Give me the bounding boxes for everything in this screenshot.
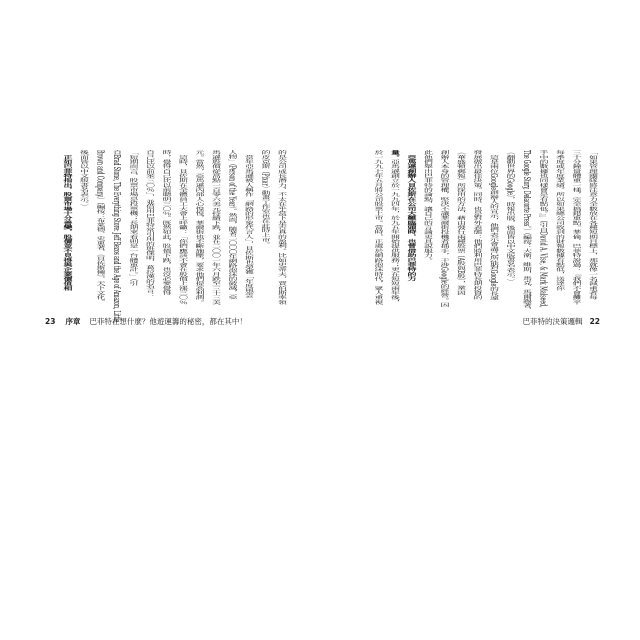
left-page-column-6: 元。當然，亞馬遜內部人心惶惶，華爾街也不斷施壓，要求他們提高利潤。 [193,150,204,305]
left-page-column-7: 這時，貝佐斯在全體員工大會上呼籲：「你們應該不會在股價上漲三〇％ [177,150,187,305]
right-page-text [369,150,600,312]
left-page-column-11: 自Brad Stone, The Everything Store: Jeff Bezos and the Age of Amazon, Little, [111,150,121,324]
right-page-column-7: 這是兩位Google創辦人的宣示，他們表示會盡己所能對Google的長遠 [488,150,498,301]
chapter-label: 序章 [65,317,81,326]
right-page-column-10: 創辦人本身的管理權，堅決不讓華爾街投機者插手，干涉Google的經營。因 [438,150,449,308]
right-page-column-13 [386,150,403,306]
right-page-column-6: 《翻動世界的Google》，時報出版，後面皆以中文版書名表示。） [504,150,515,284]
running-head: 巴菲特在想什麼？他遊運籌的秘密，都在其中！ [89,317,247,326]
right-page-column-8: 發展做出最佳決策。同時，也是對外表態：他們將利用巴菲特長期投資的 [471,150,482,300]
right-page-column-13-text: 亞馬遜創立於一九九四年，於九五年開始提供服務；更在短短兩年後， [389,159,399,305]
left-page-column-13: 後面皆以中文版書名表示。） [78,150,88,209]
right-page-footer [523,317,600,327]
left-page-column-3: 當年亞馬遜被人稱作「網路的形象代言人」，貝佐斯也榮獲「年度風雲 [243,150,253,298]
left-page-column-4: 人物」（Person of the Year）。然而，隨著二〇〇〇年網路泡沫的破滅，亞 [226,150,237,299]
page-number: 22 [589,317,600,326]
left-page-footer [45,317,247,327]
right-page-column-9: 《華盛頓郵報》所採用的方法，藉由發行兩種股票（A股與B股），鞏固 [455,150,465,295]
right-page-column-12-bold: 亞馬遜創辦人貝佐斯在公司大難臨頭時，也曾借助巴菲特的力 [405,150,416,282]
right-page-column-2: 三十分鐘量體重一樣，完全搞錯重點。華倫．巴菲特說過：『我們不會攤平 [570,150,581,305]
left-page-column-10: 「短期而言，股票市場是投票機；長期來看則是一台體重計。」（引 [127,150,138,286]
left-page-column-8: 時，覺得自己比以前聰明三〇％。既然如此，股價下跌，也沒必要覺得 [160,150,171,296]
right-page-column-4: 手中的數據也同樣會是有點低。』」（引自David A. Vise, & Mark Malseed, [537,150,548,308]
page-number: 23 [45,317,56,326]
right-page-column-1: 「如果管理團隊將注意力全數放在各種短期目標上，那就像一名減重者每 [587,150,597,300]
right-page-column-5: The Google Story, Delacorte Press。）（編按：大衛．維斯，馬克．馬爾錫著， [521,150,531,312]
right-page-column-11: 此他們舉出巴菲特的論點，讓自己的言論更具說服力。 [422,150,432,263]
left-page-column-14-bold: 正如巴菲特指出，股票市場十分善變，股價並不見得與企業價值相 [61,150,72,291]
running-head: 巴菲特的決策邏輯 [522,317,583,326]
right-page-column-13-bold-lead: 量。 [389,150,399,160]
right-page-column-14: 於一九九七年五月將公司股票上市。當時，正處於網路泡沫時代，眾人重視 [372,150,383,305]
left-page-column-12: Brown and Company.）（編按：布萊德．史東著，《貝佐斯傳》，天下文化。 [94,150,105,304]
left-page-column-1: 的是公司成長潛力，不太在乎當下是否真的盈利。比如史蒂夫．賈伯斯率領 [276,150,286,305]
right-page-column-3: 每季度或年度業績。所以如果總公司收到的財報數據有點低，送達你 [554,150,564,291]
left-page-column-2: 的皮克斯（Pixar）動畫工作室也在此時上市。 [259,150,270,247]
left-page-column-9: 自己比以前笨三〇％」，並借用巴菲特常引用的班傑明．葛拉漢的名言： [144,150,154,298]
left-page-column-5: 馬遜股價從高點一百零六美元持續下跌，並在二〇〇一年六月跌至三十三美 [210,150,220,305]
